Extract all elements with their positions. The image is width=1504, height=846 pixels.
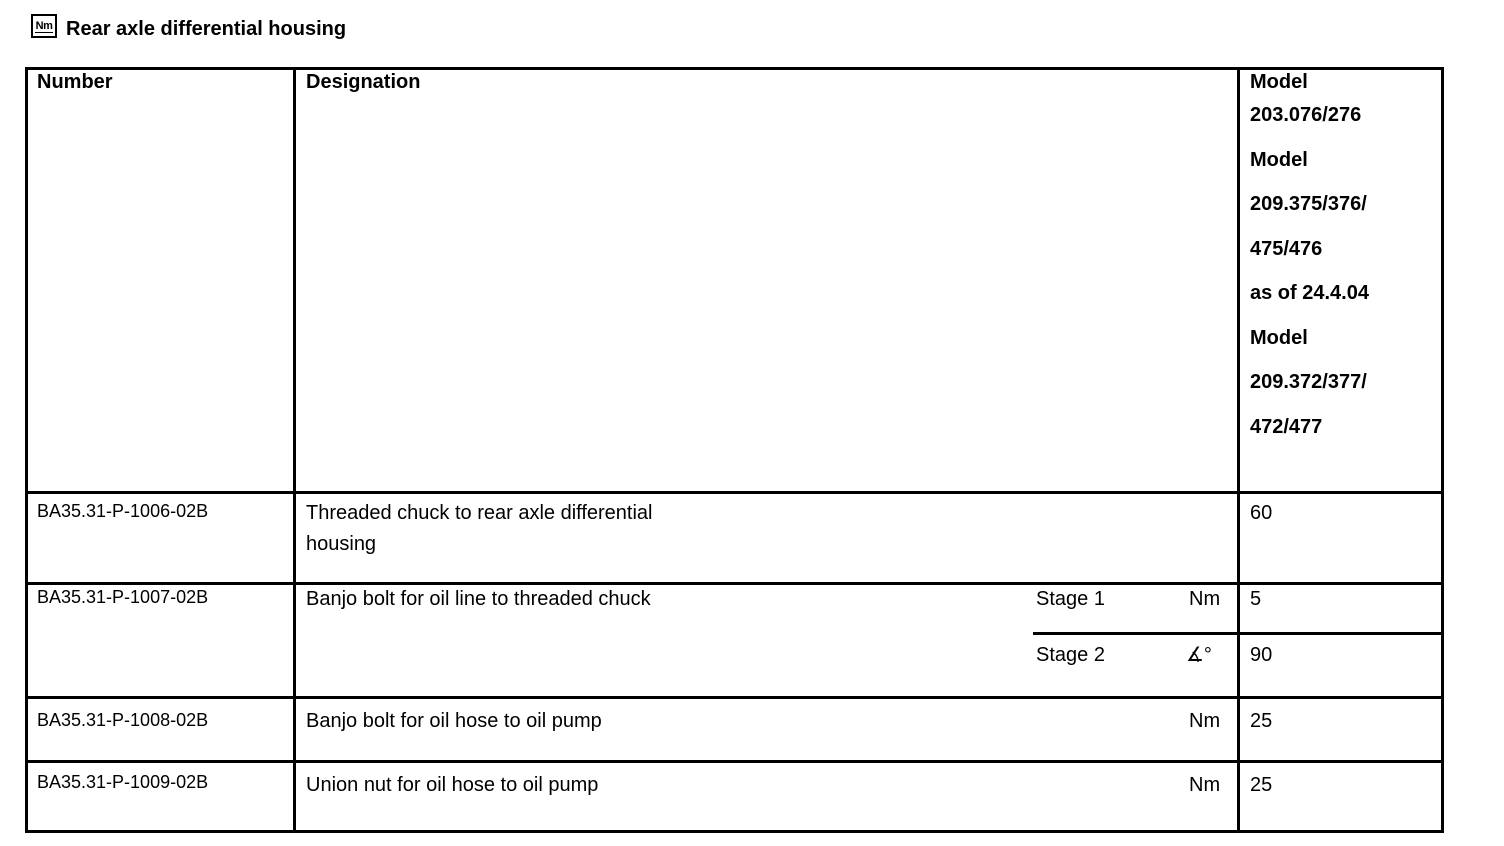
- unit-label: Nm: [1189, 774, 1221, 796]
- row-divider: [25, 582, 1444, 585]
- part-number: BA35.31-P-1006-02B: [37, 501, 209, 521]
- torque-table: [25, 67, 1444, 833]
- torque-nm-icon: Nm: [31, 14, 57, 38]
- page-title: Rear axle differential housing: [66, 17, 347, 40]
- model-line: 472/477: [1250, 416, 1323, 438]
- designation: Banjo bolt for oil hose to oil pump: [306, 710, 602, 732]
- model-line: 203.076/276: [1250, 104, 1362, 126]
- row-divider: [25, 760, 1444, 763]
- model-line: Model: [1250, 327, 1308, 349]
- angle-degree-icon: ∡°: [1186, 644, 1212, 666]
- torque-value: 25: [1250, 774, 1273, 796]
- torque-value: 90: [1250, 644, 1273, 666]
- row-divider: [25, 696, 1444, 699]
- designation: Union nut for oil hose to oil pump: [306, 774, 599, 796]
- unit-label: Nm: [1189, 710, 1221, 732]
- designation: Threaded chuck to rear axle differential: [306, 502, 653, 524]
- torque-value: 60: [1250, 502, 1273, 524]
- column-divider: [1237, 67, 1240, 833]
- part-number: BA35.31-P-1008-02B: [37, 710, 209, 730]
- column-header-designation: Designation: [306, 71, 421, 93]
- designation: housing: [306, 533, 377, 555]
- torque-value: 25: [1250, 710, 1273, 732]
- stage-label: Stage 1: [1036, 588, 1105, 610]
- stage-divider: [1033, 632, 1444, 635]
- part-number: BA35.31-P-1007-02B: [37, 587, 209, 607]
- column-divider: [293, 67, 296, 833]
- model-line: Model: [1250, 149, 1308, 171]
- page-header: [31, 14, 346, 44]
- model-line: 209.375/376/: [1250, 193, 1367, 215]
- stage-label: Stage 2: [1036, 644, 1105, 666]
- unit-label: Nm: [1189, 588, 1221, 610]
- model-line: as of 24.4.04: [1250, 282, 1369, 304]
- column-header-number: Number: [37, 71, 113, 93]
- torque-value: 5: [1250, 588, 1262, 610]
- model-line: 209.372/377/: [1250, 371, 1367, 393]
- part-number: BA35.31-P-1009-02B: [37, 772, 209, 792]
- designation: Banjo bolt for oil line to threaded chuck: [306, 588, 651, 610]
- row-divider: [25, 491, 1444, 494]
- model-line: 475/476: [1250, 238, 1323, 260]
- model-line: Model: [1250, 71, 1308, 93]
